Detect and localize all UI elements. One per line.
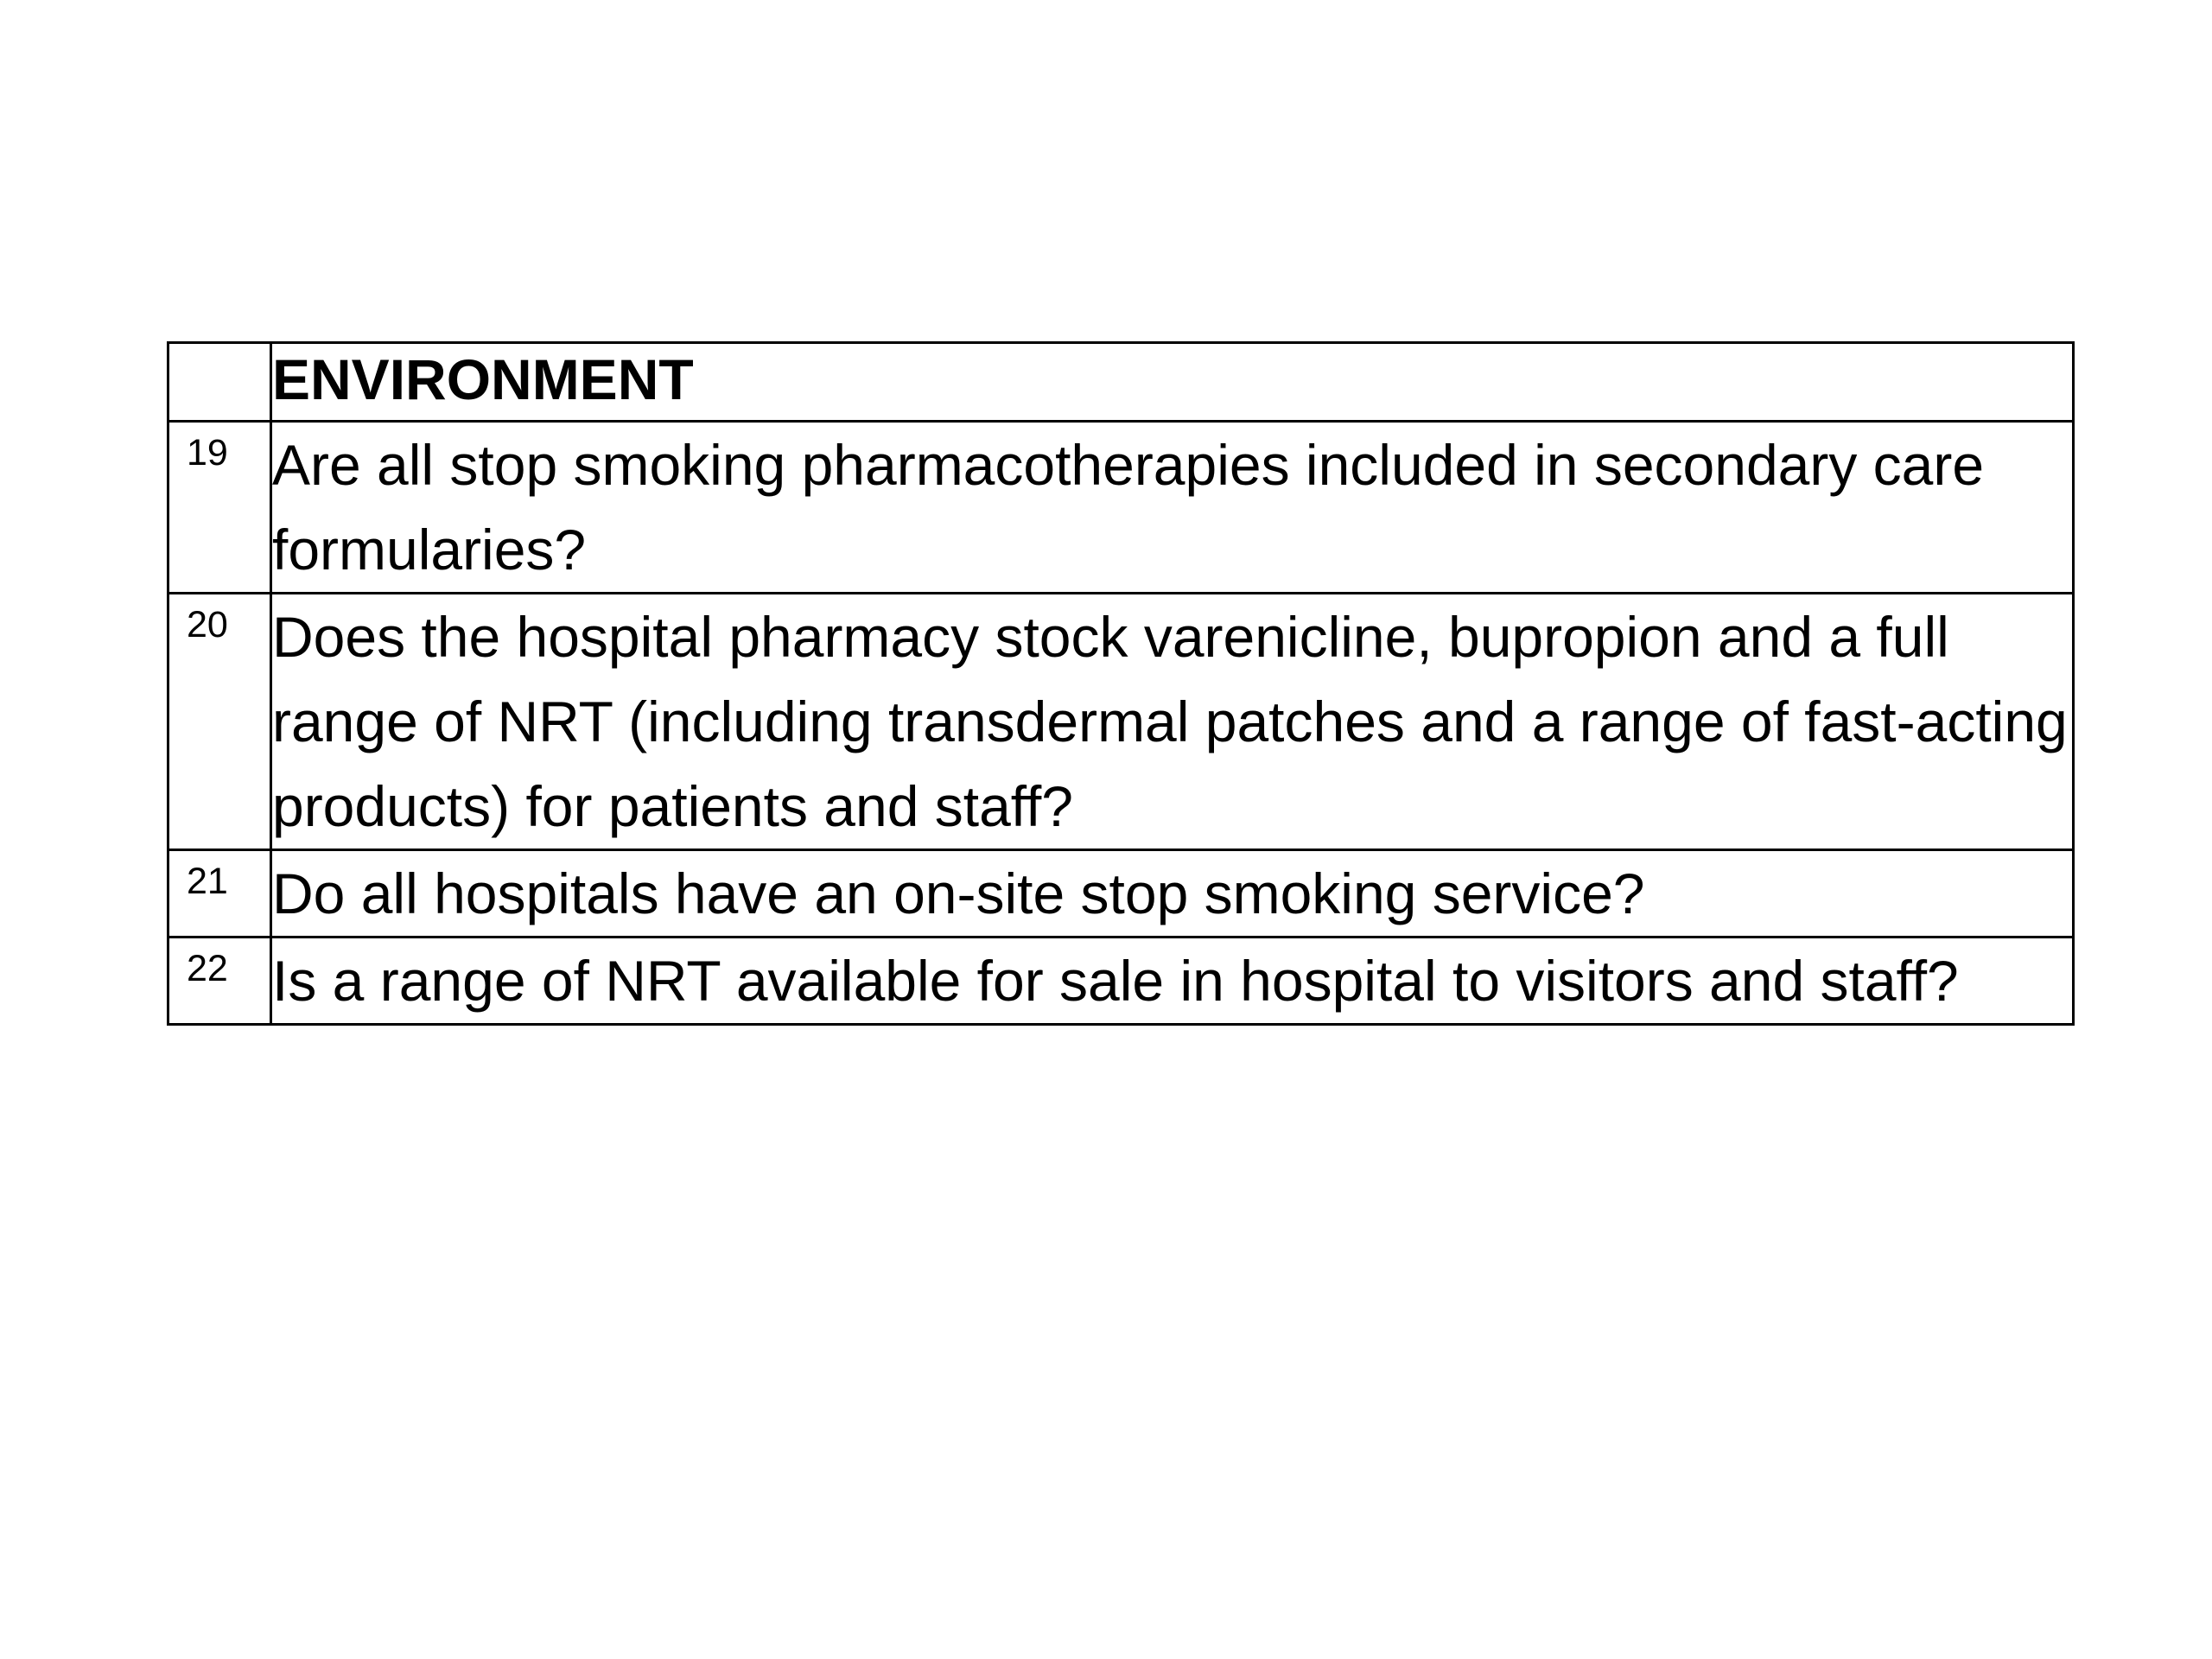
table-row bbox=[168, 422, 2074, 594]
question-text-cell bbox=[271, 938, 2074, 1025]
question-number: 21 bbox=[187, 861, 228, 902]
environment-checklist-table bbox=[167, 341, 2075, 1026]
question-number-cell bbox=[168, 422, 271, 594]
question-number: 20 bbox=[187, 604, 228, 645]
table-row bbox=[168, 938, 2074, 1025]
table-header-row bbox=[168, 343, 2074, 422]
number-header-cell bbox=[168, 343, 271, 422]
question-number-cell bbox=[168, 594, 271, 850]
question-text: Are all stop smoking pharmacotherapies included in secondary care formularies? bbox=[272, 433, 1985, 582]
question-text: Does the hospital pharmacy stock varenicline, bupropion and a full range of NRT (including transdermal patches and a range of fast-acting products) for patients and staff? bbox=[272, 605, 2068, 838]
question-number-cell bbox=[168, 938, 271, 1025]
question-text-cell bbox=[271, 422, 2074, 594]
question-text-cell bbox=[271, 594, 2074, 850]
question-text: Is a range of NRT available for sale in hospital to visitors and staff? bbox=[272, 949, 1959, 1013]
question-number: 22 bbox=[187, 948, 228, 989]
section-heading: ENVIRONMENT bbox=[272, 347, 694, 411]
table-row bbox=[168, 594, 2074, 850]
table-row bbox=[168, 850, 2074, 938]
question-number-cell bbox=[168, 850, 271, 938]
heading-cell bbox=[271, 343, 2074, 422]
question-text-cell bbox=[271, 850, 2074, 938]
question-number: 19 bbox=[187, 432, 228, 474]
question-text: Do all hospitals have an on-site stop smoking service? bbox=[272, 861, 1645, 925]
